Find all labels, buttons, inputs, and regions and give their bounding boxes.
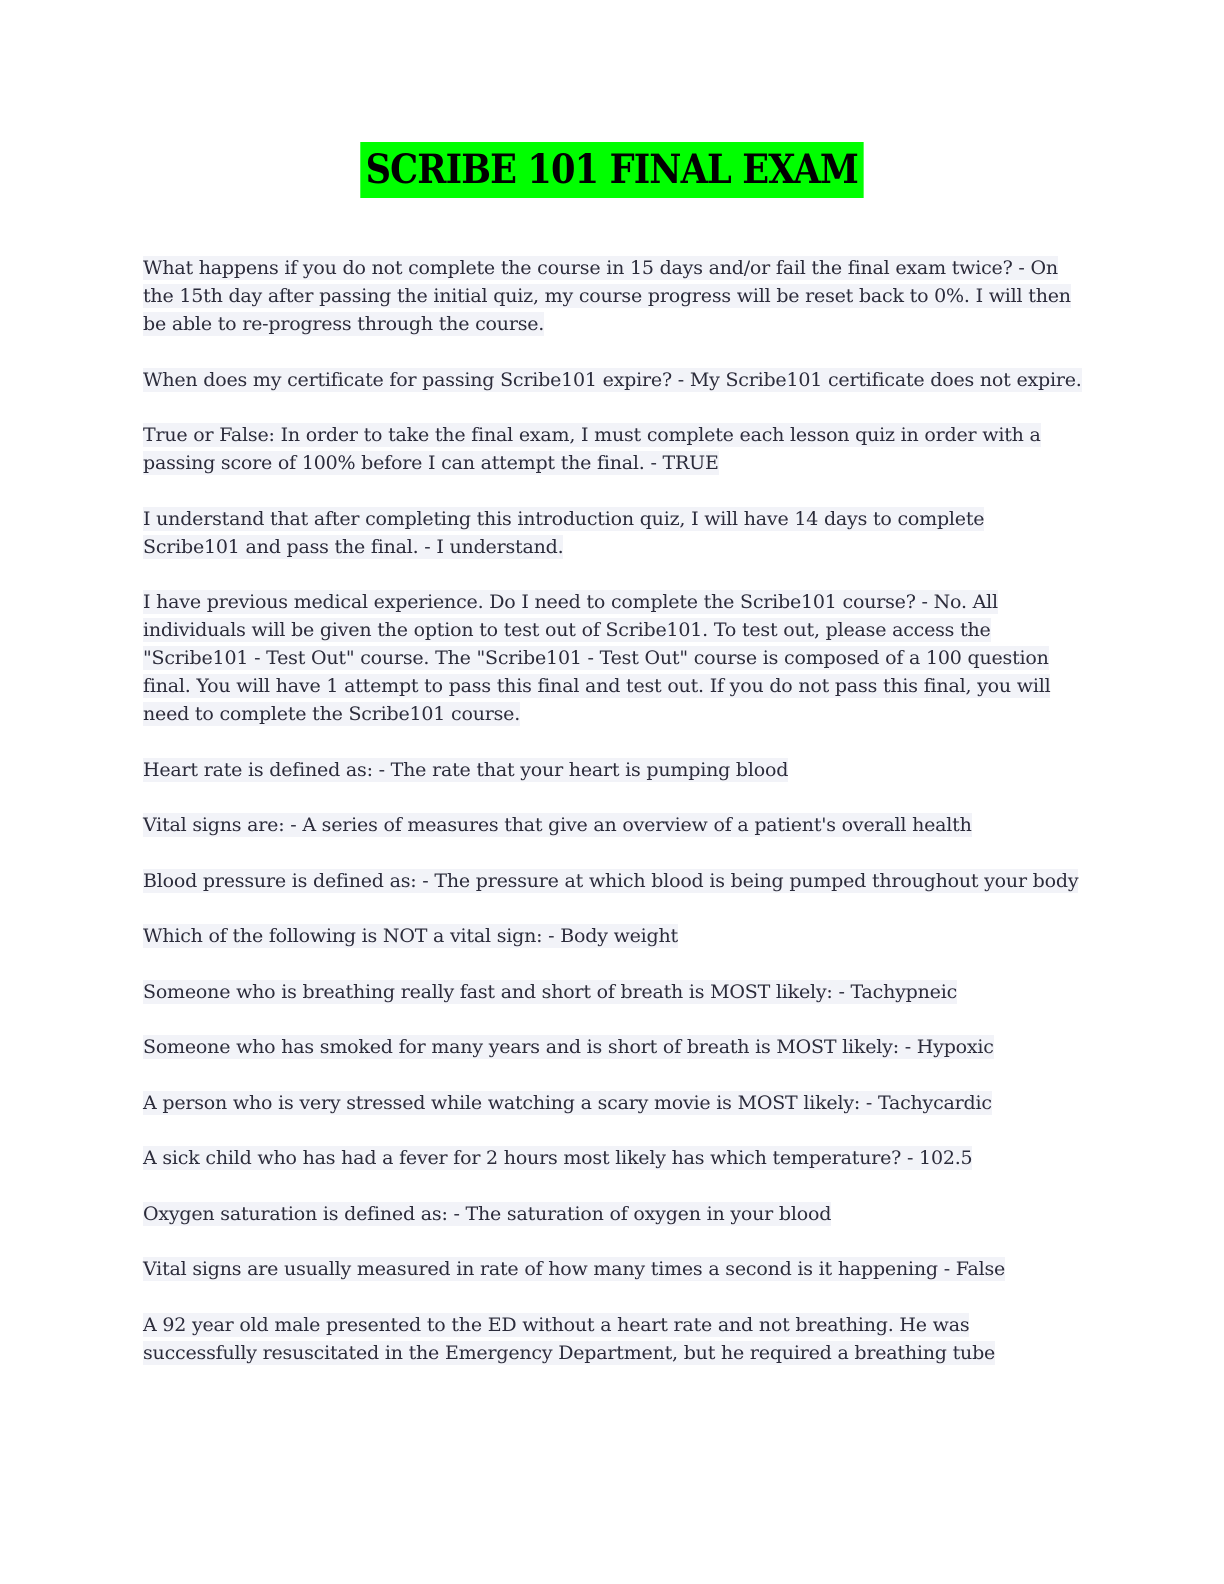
qa-item xyxy=(143,1089,1083,1117)
qa-text: A 92 year old male presented to the ED without a heart rate and not breathing. He was successfully resuscitated in the Emergency Department, but he required a breathing tube xyxy=(143,1313,996,1364)
qa-item xyxy=(143,588,1083,728)
qa-text: Heart rate is defined as: - The rate that your heart is pumping blood xyxy=(143,758,789,781)
qa-text: I understand that after completing this introduction quiz, I will have 14 days to complete Scribe101 and pass the final. - I understand. xyxy=(143,507,985,558)
qa-text: I have previous medical experience. Do I need to complete the Scribe101 course? - No. All individuals will be given the option to test out of Scribe101. To test out, please access the "Scribe101 - Test Out" course. The "Scribe101 - Test Out" course is composed of a 100 question final. You will have 1 attempt to pass this final and test out. If you do not pass this final, you will need to complete the Scribe101 course. xyxy=(143,591,1051,725)
qa-text: Someone who has smoked for many years and is short of breath is MOST likely: - Hypoxic xyxy=(143,1036,994,1058)
qa-text: True or False: In order to take the final exam, I must complete each lesson quiz in order with a passing score of 100% before I can attempt the final. - TRUE xyxy=(143,424,1041,474)
qa-text: What happens if you do not complete the course in 15 days and/or fail the final exam twice? - On the 15th day after passing the initial quiz, my course progress will be reset back to 0%. I will then be able to re-progress through the course. xyxy=(143,257,1071,335)
qa-item xyxy=(143,366,1083,394)
qa-item xyxy=(143,1144,1083,1172)
qa-item xyxy=(143,867,1083,895)
title-container xyxy=(0,142,1224,198)
qa-text: A person who is very stressed while watching a scary movie is MOST likely: - Tachycardic xyxy=(143,1091,992,1114)
qa-text: A sick child who has had a fever for 2 hours most likely has which temperature? - 102.5 xyxy=(143,1147,973,1169)
qa-text: Which of the following is NOT a vital sign: - Body weight xyxy=(143,925,678,947)
qa-text: Oxygen saturation is defined as: - The saturation of oxygen in your blood xyxy=(143,1202,832,1225)
qa-text: Someone who is breathing really fast and short of breath is MOST likely: - Tachypneic xyxy=(143,980,958,1003)
qa-item xyxy=(143,1311,1083,1367)
qa-text: Vital signs are usually measured in rate of how many times a second is it happening - False xyxy=(143,1258,1006,1280)
qa-text: When does my certificate for passing Scribe101 expire? - My Scribe101 certificate does not expire. xyxy=(143,368,1082,391)
qa-item xyxy=(143,978,1083,1006)
qa-list xyxy=(143,254,1083,1394)
qa-item xyxy=(143,811,1083,839)
qa-item xyxy=(143,1200,1083,1228)
qa-text: Blood pressure is defined as: - The pressure at which blood is being pumped throughout your body xyxy=(143,869,1079,892)
qa-item xyxy=(143,254,1083,338)
page-title: SCRIBE 101 FINAL EXAM xyxy=(361,142,864,198)
qa-item xyxy=(143,505,1083,561)
qa-item xyxy=(143,1033,1083,1061)
qa-text: Vital signs are: - A series of measures that give an overview of a patient's overall health xyxy=(143,814,972,836)
qa-item xyxy=(143,922,1083,950)
qa-item xyxy=(143,1255,1083,1283)
qa-item xyxy=(143,756,1083,784)
qa-item xyxy=(143,421,1083,477)
